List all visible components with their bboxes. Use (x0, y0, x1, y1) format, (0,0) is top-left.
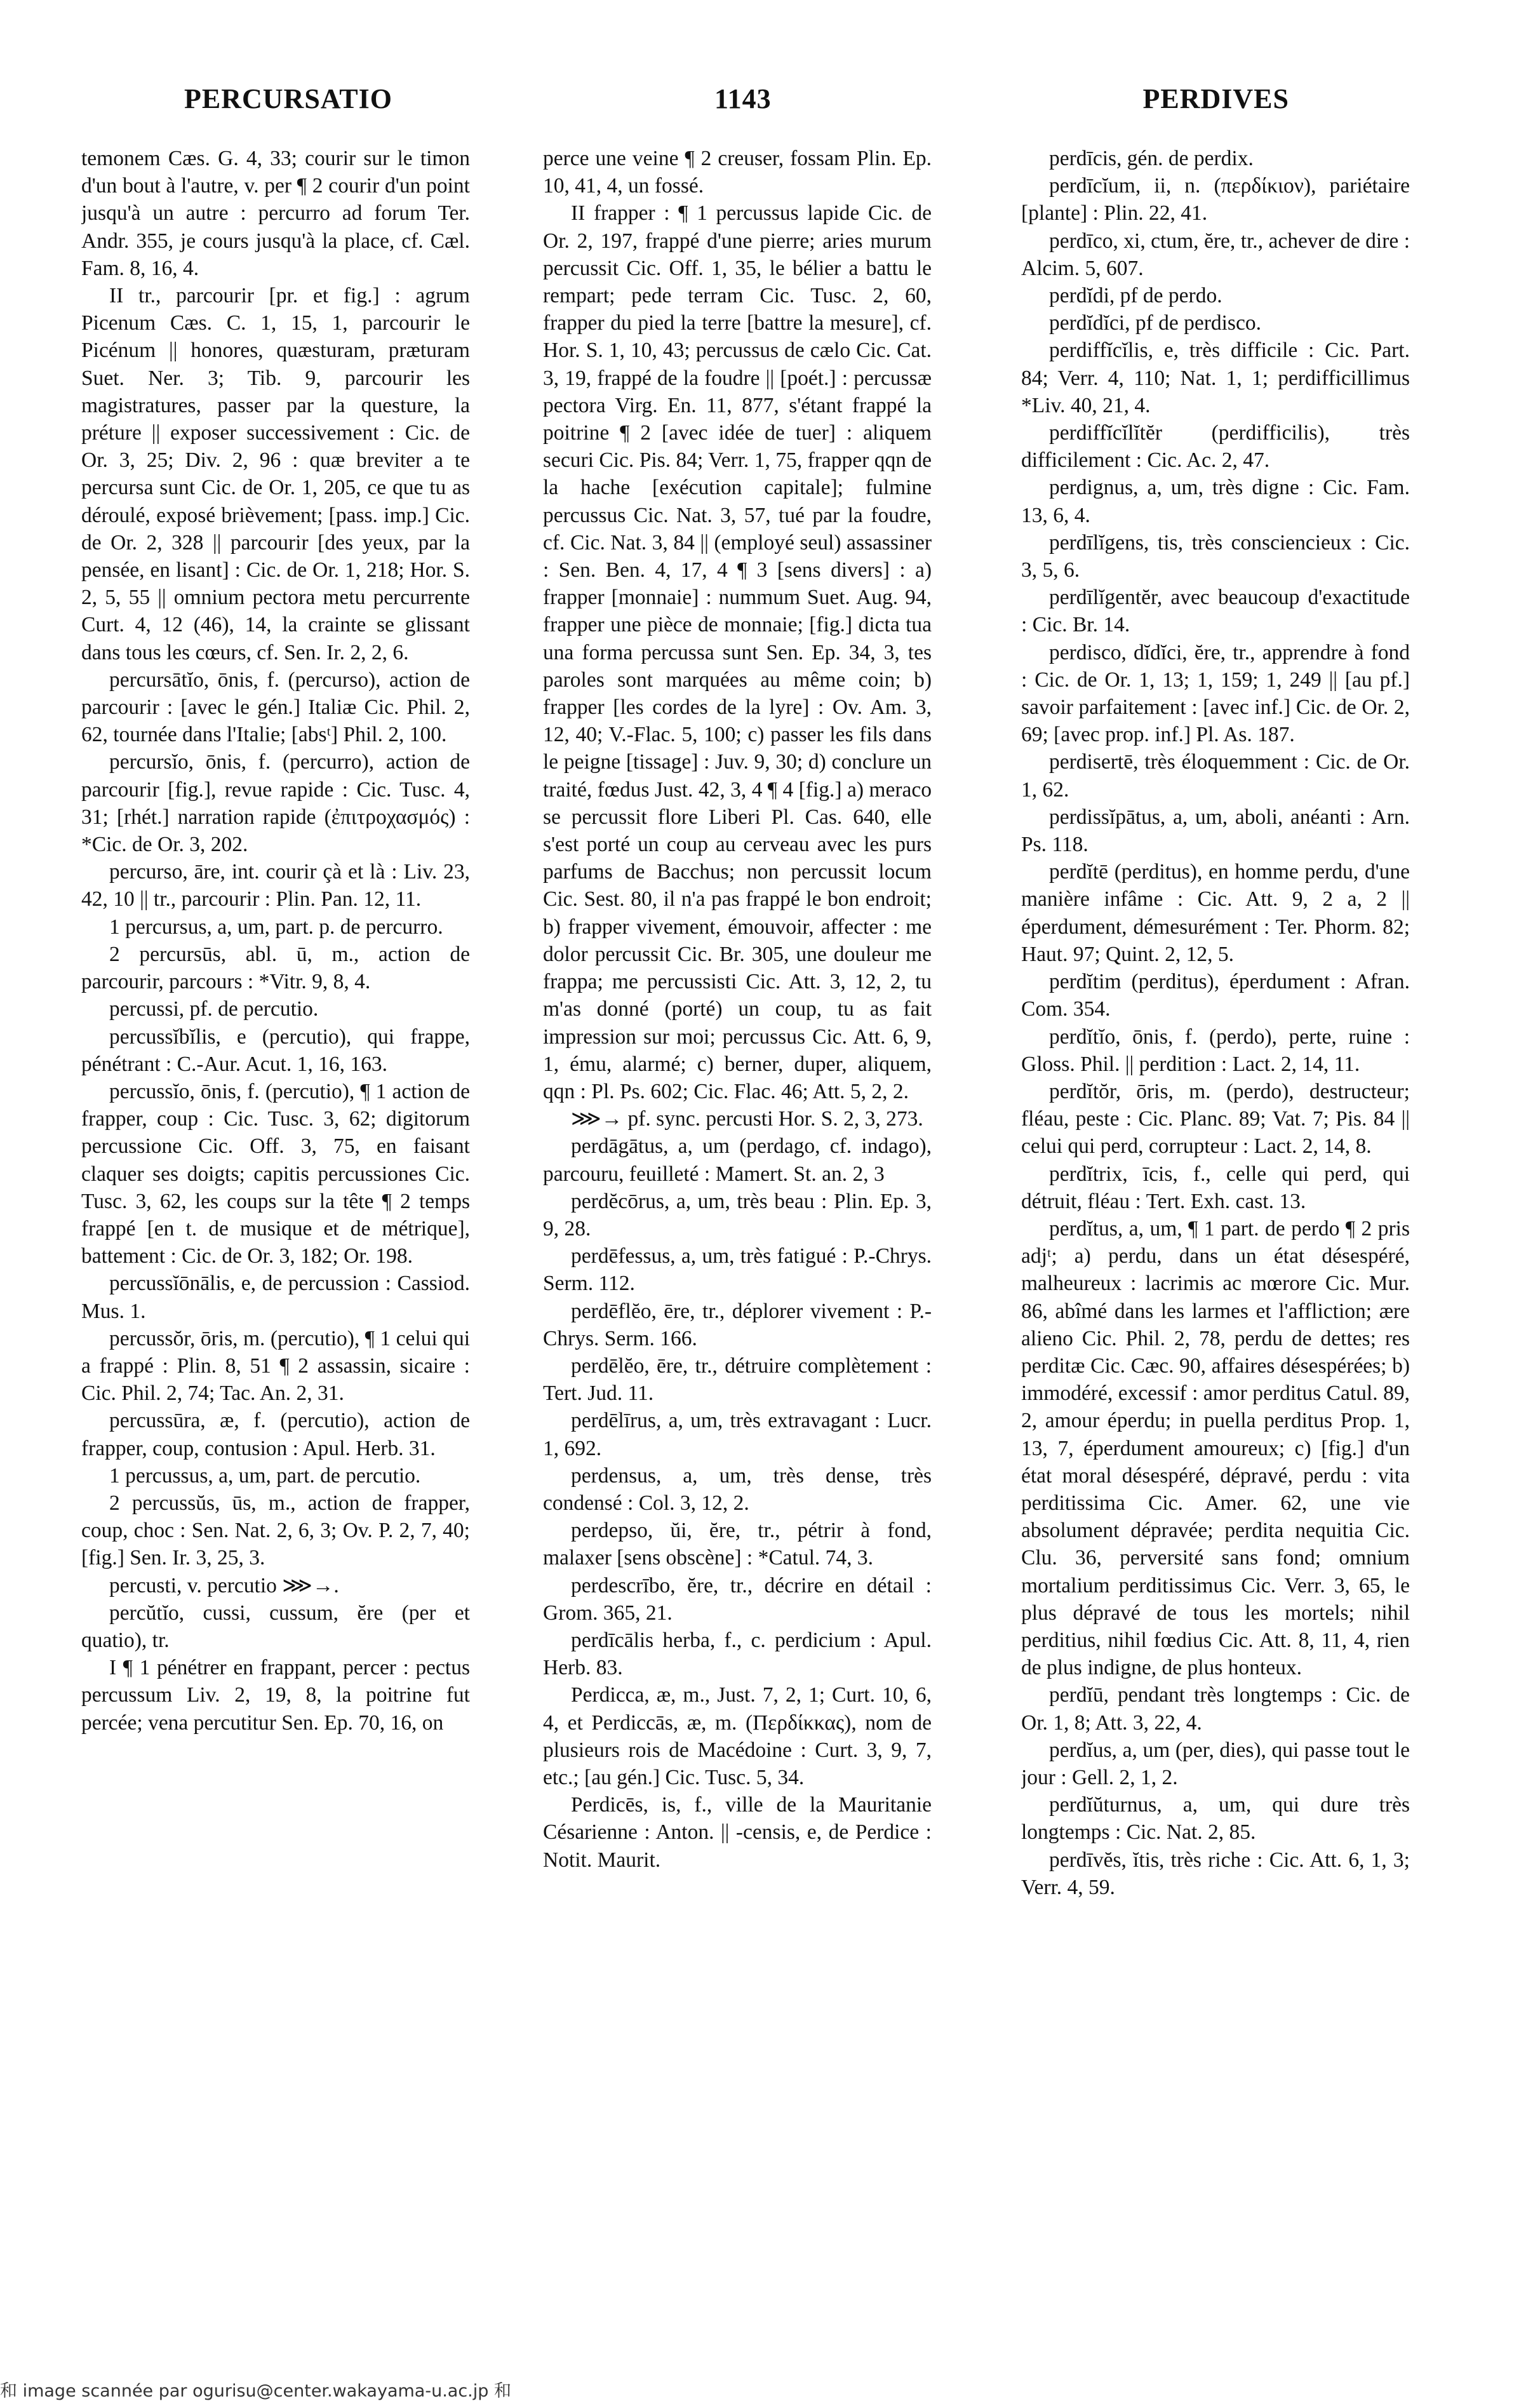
dictionary-entry: perdissĭpātus, a, um, aboli, anéanti : Arn. Ps. 118. (1021, 805, 1410, 857)
dictionary-entry: perdĭtim (perditus), éperdument : Afran. Com. 354. (1021, 970, 1410, 1021)
column-1 (81, 145, 470, 2317)
dictionary-entry: perdīcālis herba, f., c. perdicium : Apul. Herb. 83. (543, 1628, 932, 1680)
dictionary-entry: temonem Cæs. G. 4, 33; courir sur le timon d'un bout à l'autre, v. per ¶ 2 courir d'un point jusqu'à un autre : percurro ad forum Ter. Andr. 355, je cours jusqu'à la place, cf. Cæl. Fam. 8, 16, 4. (81, 147, 470, 280)
dictionary-entry: Perdicca, æ, m., Just. 7, 2, 1; Curt. 10, 6, 4, et Perdiccās, æ, m. (Περδίκκας), nom de plusieurs rois de Macédoine : Curt. 3, 9, 7, etc.; [au gén.] Cic. Tusc. 5, 34. (543, 1683, 932, 1789)
dictionary-entry: percŭtĭo, cussi, cussum, ĕre (per et quatio), tr. (81, 1601, 470, 1652)
dictionary-entry: perdepso, ŭi, ĕre, tr., pétrir à fond, malaxer [sens obscène] : *Catul. 74, 3. (543, 1519, 932, 1570)
dictionary-entry: II tr., parcourir [pr. et fig.] : agrum Picenum Cæs. C. 1, 15, 1, parcourir le Picénum || honores, quæsturam, præturam Suet. Ner. 3; Tib. 9, parcourir les magistratures, passer par la questure, la préture || exposer successivement : Cic. de Or. 3, 25; Div. 2, 96 : quæ breviter a te percursa sunt Cic. de Or. 1, 205, ce que tu as déroulé, exposé brièvement; [pass. imp.] Cic. de Or. 2, 328 || parcourir [des yeux, par la pensée, en lisant] : Cic. de Or. 1, 218; Hor. S. 2, 5, 55 || omnium pectora metu percurrente Curt. 4, 12 (46), 14, la crainte se glissant dans tous les cœurs, cf. Sen. Ir. 2, 2, 6. (81, 284, 470, 664)
dictionary-entry: percussi, pf. de percutio. (109, 997, 319, 1021)
dictionary-entry: percussūra, æ, f. (percutio), action de frapper, coup, contusion : Apul. Herb. 31. (81, 1409, 470, 1460)
dictionary-entry: percussĭo, ōnis, f. (percutio), ¶ 1 action de frapper, coup : Cic. Tusc. 3, 62; digitorum percussione Cic. Off. 3, 75, en faisant claquer ses doigts; capitis percussiones Cic. Tusc. 3, 62, les coups sur la tête ¶ 2 temps frappé [en t. de musique et de métrique], battement : Cic. de Or. 3, 182; Or. 198. (81, 1079, 470, 1268)
dictionary-entry: perdĭus, a, um (per, dies), qui passe tout le jour : Gell. 2, 1, 2. (1021, 1738, 1410, 1789)
dictionary-entry: perdĭū, pendant très longtemps : Cic. de Or. 1, 8; Att. 3, 22, 4. (1021, 1683, 1410, 1735)
dictionary-entry: percursātĭo, ōnis, f. (percurso), action de parcourir : [avec le gén.] Italiæ Cic. Phil. 2, 62, tournée dans l'Italie; [absᵗ] Phil. 2, 100. (81, 668, 470, 747)
dictionary-entry: perdisco, dĭdĭci, ĕre, tr., apprendre à fond : Cic. de Or. 1, 13; 1, 159; 1, 249 || [au pf.] savoir parfaitement : [avec inf.] Cic. de Or. 2, 69; [avec prop. inf.] Pl. As. 187. (1021, 640, 1410, 747)
column-2 (543, 145, 932, 2317)
dictionary-entry: percurso, āre, int. courir çà et là : Liv. 23, 42, 10 || tr., parcourir : Plin. Pan. 12, 11. (81, 860, 470, 911)
dictionary-entry: perdēlīrus, a, um, très extravagant : Lucr. 1, 692. (543, 1409, 932, 1460)
dictionary-entry: perdĭtĭo, ōnis, f. (perdo), perte, ruine : Gloss. Phil. || perdition : Lact. 2, 14, 11. (1021, 1025, 1410, 1076)
dictionary-entry: ⋙→ pf. sync. percusti Hor. S. 2, 3, 273. (571, 1107, 923, 1131)
dictionary-entry: Perdicēs, is, f., ville de la Mauritanie Césarienne : Anton. || -censis, e, de Perdice : Notit. Maurit. (543, 1793, 932, 1872)
dictionary-entry: perdīvĕs, ĭtis, très riche : Cic. Att. 6, 1, 3; Verr. 4, 59. (1021, 1848, 1410, 1899)
dictionary-entry: perdĭdi, pf de perdo. (1049, 284, 1222, 308)
dictionary-entry: perdīlĭgentĕr, avec beaucoup d'exactitude : Cic. Br. 14. (1021, 586, 1410, 637)
dictionary-entry: perdīlĭgens, tis, très consciencieux : Cic. 3, 5, 6. (1021, 530, 1410, 582)
dictionary-columns (81, 145, 1410, 2317)
column-3 (1021, 145, 1410, 2317)
page-number: 1143 (714, 83, 772, 114)
dictionary-entry: perdiffĭcĭlĭtĕr (perdifficilis), très difficilement : Cic. Ac. 2, 47. (1021, 421, 1410, 473)
header-right-word: PERDIVES (1142, 83, 1289, 114)
dictionary-entry: perdīcis, gén. de perdix. (1049, 147, 1254, 170)
dictionary-entry: perdīco, xi, ctum, ĕre, tr., achever de dire : Alcim. 5, 607. (1021, 229, 1410, 280)
dictionary-entry: percussĭbĭlis, e (percutio), qui frappe, pénétrant : C.-Aur. Acut. 1, 16, 163. (81, 1025, 470, 1076)
dictionary-entry: perdĕcōrus, a, um, très beau : Plin. Ep. 3, 9, 28. (543, 1189, 932, 1240)
dictionary-entry: 1 percussus, a, um, part. de percutio. (109, 1463, 421, 1488)
dictionary-entry: percursĭo, ōnis, f. (percurro), action de parcourir [fig.], revue rapide : Cic. Tusc. 4, 31; [rhét.] narration rapide (ἐπιτροχασμός) : *Cic. de Or. 3, 202. (81, 750, 470, 857)
dictionary-entry: I ¶ 1 pénétrer en frappant, percer : pectus percussum Liv. 2, 19, 8, la poitrine fut percée; vena percutitur Sen. Ep. 70, 16, on (81, 1656, 470, 1735)
dictionary-entry: perce une veine ¶ 2 creuser, fossam Plin. Ep. 10, 41, 4, un fossé. (543, 147, 932, 198)
dictionary-entry: perdĭtŏr, ōris, m. (perdo), destructeur; fléau, peste : Cic. Planc. 89; Vat. 7; Pis. 84 || celui qui perd, corrupteur : Lact. 2, 14, 8. (1021, 1079, 1410, 1159)
dictionary-entry: perdēfessus, a, um, très fatigué : P.-Chrys. Serm. 112. (543, 1244, 932, 1296)
dictionary-entry: perdēflĕo, ēre, tr., déplorer vivement : P.-Chrys. Serm. 166. (543, 1299, 932, 1350)
dictionary-entry: 2 percussŭs, ūs, m., action de frapper, coup, choc : Sen. Nat. 2, 6, 3; Ov. P. 2, 7, 40; [fig.] Sen. Ir. 3, 25, 3. (81, 1491, 470, 1570)
dictionary-entry: percussŏr, ōris, m. (percutio), ¶ 1 celui qui a frappé : Plin. 8, 51 ¶ 2 assassin, sicaire : Cic. Phil. 2, 74; Tac. An. 2, 31. (81, 1326, 470, 1406)
dictionary-entry: perdensus, a, um, très dense, très condensé : Col. 3, 12, 2. (543, 1463, 932, 1515)
page-header (0, 83, 1540, 133)
dictionary-entry: percussĭōnālis, e, de percussion : Cassiod. Mus. 1. (81, 1272, 470, 1323)
dictionary-entry: perdāgātus, a, um (perdago, cf. indago), parcouru, feuilleté : Mamert. St. an. 2, 3 (543, 1134, 932, 1186)
dictionary-entry: perdescrībo, ĕre, tr., décrire en détail : Grom. 365, 21. (543, 1573, 932, 1625)
dictionary-entry: perdisertē, très éloquemment : Cic. de Or. 1, 62. (1021, 750, 1410, 802)
dictionary-entry: perdĭtus, a, um, ¶ 1 part. de perdo ¶ 2 pris adjᵗ; a) perdu, dans un état désespéré, malheureux : lacrimis ac mœrore Cic. Mur. 86, abîmé dans les larmes et l'affliction; ære alieno Cic. Phil. 2, 78, perdu de dettes; res perditæ Cic. Cæc. 90, affaires désespérées; b) immodéré, excessif : amor perditus Catul. 89, 2, amour éperdu; in puella perditus Prop. 1, 13, 7, éperdument amoureux; c) [fig.] d'un état moral désespéré, dépravé, perdu : vita perditissima Cic. Amer. 62, une vie absolument dépravée; perdita nequitia Cic. Clu. 36, perversité sans fond; omnium mortalium perditissimus Cic. Verr. 3, 65, le plus dépravé de tous les mortels; nihil perditius, nihil fœdius Cic. Att. 8, 11, 4, rien de plus indigne, de plus honteux. (1021, 1216, 1410, 1680)
dictionary-entry: 1 percursus, a, um, part. p. de percurro. (109, 915, 443, 939)
dictionary-entry: perdĭtrix, īcis, f., celle qui perd, qui détruit, fléau : Tert. Exh. cast. 13. (1021, 1162, 1410, 1213)
dictionary-entry: II frapper : ¶ 1 percussus lapide Cic. de Or. 2, 197, frappé d'une pierre; aries murum percussit Cic. Off. 1, 35, le bélier a battu le rempart; pede terram Cic. Tusc. 2, 60, frapper du pied la terre [battre la mesure], cf. Hor. S. 1, 10, 43; percussus de cælo Cic. Cat. 3, 19, frappé de la foudre || [poét.] : percussæ pectora Virg. En. 11, 877, s'étant frappé la poitrine ¶ 2 [avec idée de tuer] : aliquem securi Cic. Pis. 84; Verr. 1, 75, frapper qqn de la hache [exécution capitale]; fulmine percussus Cic. Nat. 3, 57, tué par la foudre, cf. Cic. Nat. 3, 84 || (employé seul) assassiner : Sen. Ben. 4, 17, 4 ¶ 3 [sens divers] : a) frapper [monnaie] : nummum Suet. Aug. 94, frapper une pièce de monnaie; [fig.] dicta tua una forma percussa sunt Sen. Ep. 34, 3, tes paroles sont marquées au même coin; b) frapper [les cordes de la lyre] : Ov. Am. 3, 12, 40; V.-Flac. 5, 100; c) passer les fils dans le peigne [tissage] : Juv. 9, 30; d) conclure un traité, fœdus Just. 42, 3, 4 ¶ 4 [fig.] a) meraco se percussit flore Liberi Pl. Cas. 640, elle s'est porté un coup au cerveau avec les purs parfums de Bacchus; non percussit locum Cic. Sest. 80, il n'a pas frappé le bon endroit; b) frapper vivement, émouvoir, affecter : me dolor percussit Cic. Br. 305, une douleur me frappa; me percussisti Cic. Att. 3, 12, 2, tu m'as donné (porté) un coup, tu as fait impression sur moi; percussus Cic. Att. 6, 9, 1, ému, alarmé; c) berner, duper, aliquem, qqn : Pl. Ps. 602; Cic. Flac. 46; Att. 5, 2, 2. (543, 201, 932, 1103)
dictionary-entry: perdĭdĭci, pf de perdisco. (1049, 311, 1261, 335)
dictionary-entry: perdiffĭcĭlis, e, très difficile : Cic. Part. 84; Verr. 4, 110; Nat. 1, 1; perdifficillimus *Liv. 40, 21, 4. (1021, 339, 1410, 417)
dictionary-entry: perdĭtē (perditus), en homme perdu, d'une manière infâme : Cic. Att. 9, 2 a, 2 || éperdument, démesurément : Ter. Phorm. 82; Haut. 97; Quint. 2, 12, 5. (1021, 860, 1410, 966)
dictionary-entry: perdĭŭturnus, a, um, qui dure très longtemps : Cic. Nat. 2, 85. (1021, 1793, 1410, 1845)
scan-footer: 和 image scannée par ogurisu@center.wakayama-u.ac.jp 和 (0, 2381, 511, 2401)
header-left-word: PERCURSATIO (184, 83, 393, 114)
dictionary-entry: 2 percursūs, abl. ū, m., action de parcourir, parcours : *Vitr. 9, 8, 4. (81, 942, 470, 994)
dictionary-entry: perdignus, a, um, très digne : Cic. Fam. 13, 6, 4. (1021, 476, 1410, 527)
dictionary-entry: percusti, v. percutio ⋙→. (109, 1573, 339, 1597)
dictionary-entry: perdīcĭum, ii, n. (περδίκιον), pariétaire [plante] : Plin. 22, 41. (1021, 174, 1410, 225)
dictionary-entry: perdēlĕo, ēre, tr., détruire complètement : Tert. Jud. 11. (543, 1354, 932, 1406)
